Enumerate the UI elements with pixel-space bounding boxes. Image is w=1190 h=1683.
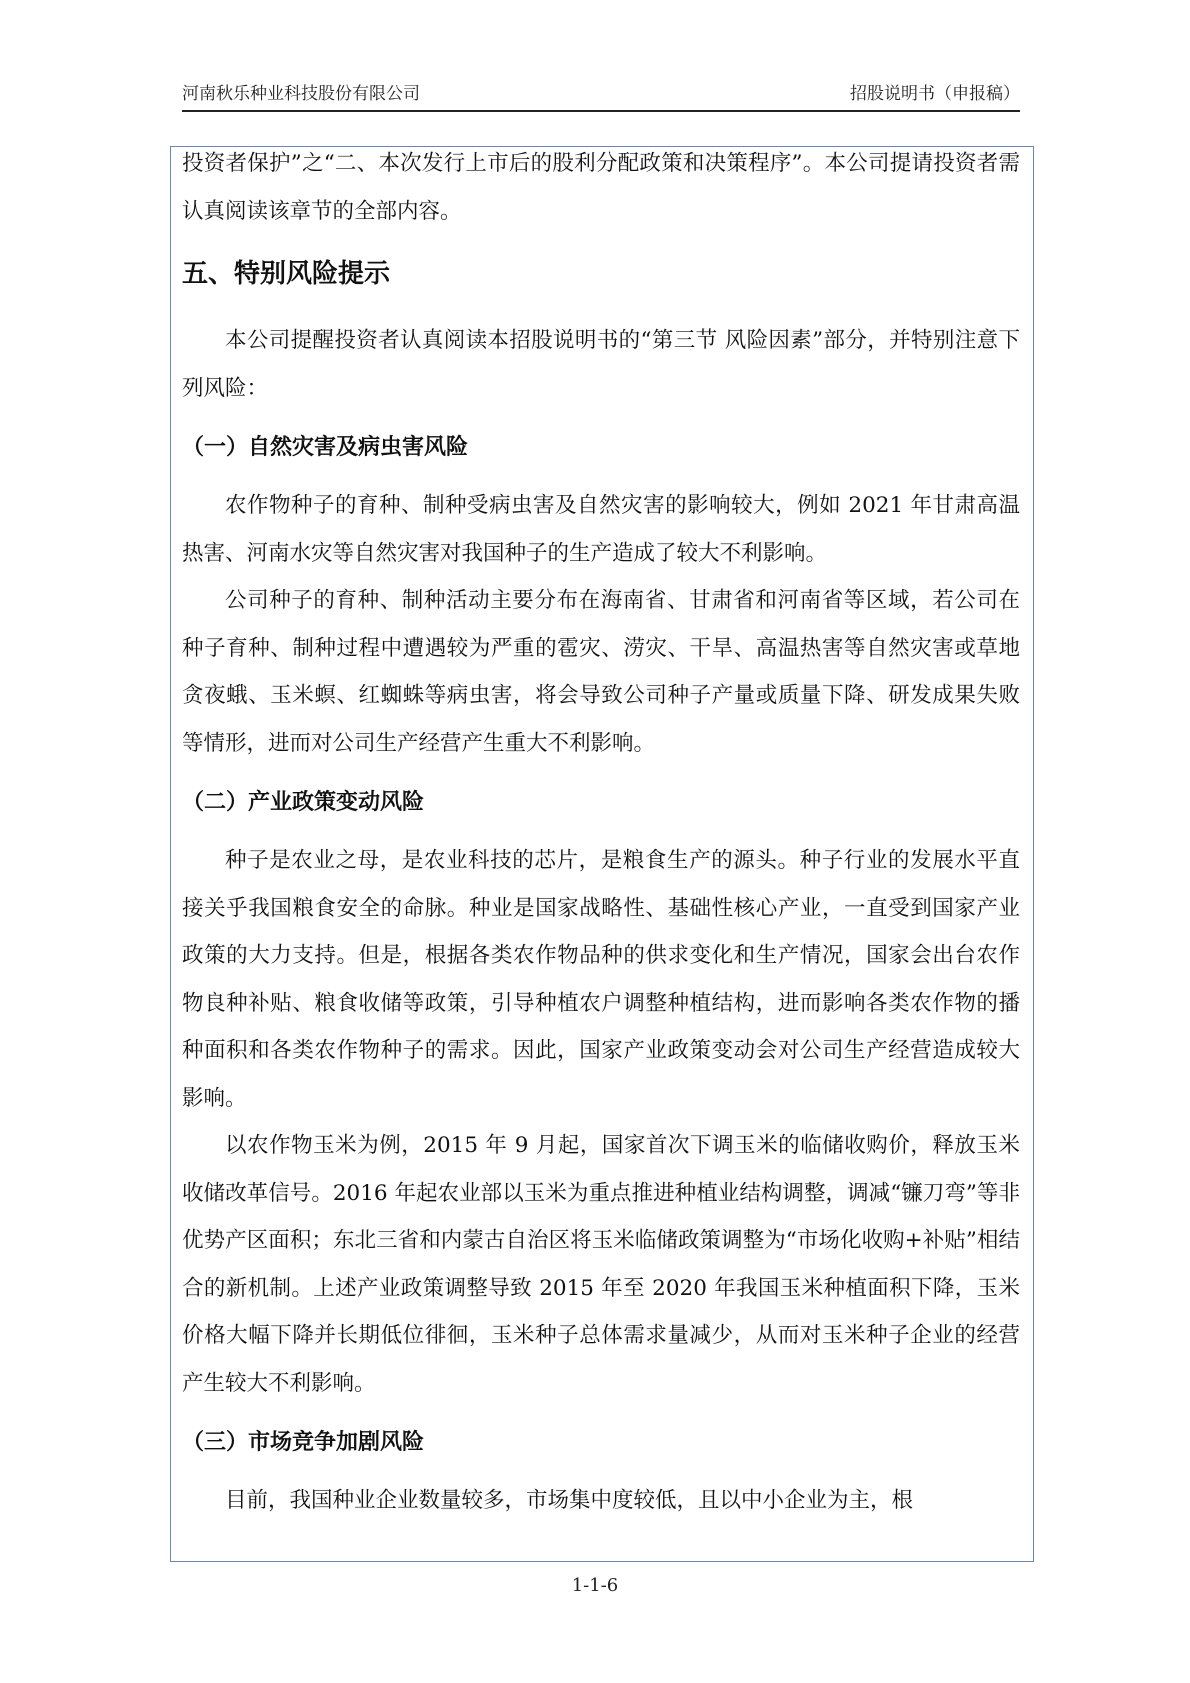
header-doc-title: 招股说明书（申报稿） [850, 84, 1020, 104]
section-title: 五、特别风险提示 [182, 259, 391, 289]
paragraph: 公司种子的育种、制种活动主要分布在海南省、甘肃省和河南省等区域，若公司在种子育种、制种过程中遭遇较为严重的雹灾、涝灾、干旱、高温热害等自然灾害或草地贪夜蛾、玉米螟、红蜘蛛等病虫害，将会导致公司种子产量或质量下降、研发成果失败等情形，进而对公司生产经营产生重大不利影响。 [182, 588, 1020, 756]
document-body [182, 140, 1020, 1525]
paragraph-truncated: 目前，我国种业企业数量较多，市场集中度较低，且以中小企业为主，根 [225, 1488, 914, 1513]
paragraph: 以农作物玉米为例，2015 年 9 月起，国家首次下调玉米的临储收购价，释放玉米收储改革信号。2016 年起农业部以玉米为重点推进种植业结构调整，调减“镰刀弯”等非优势产区面积；东北三省和内蒙古自治区将玉米临储政策调整为“市场化收购+补贴”相结合的新机制。上述产业政策调整导致 2015 年至 2020 年我国玉米种植面积下降，玉米价格大幅下降并长期低位徘徊，玉米种子总体需求量减少，从而对玉米种子企业的经营产生较大不利影响。 [182, 1133, 1020, 1396]
paragraph: 种子是农业之母，是农业科技的芯片，是粮食生产的源头。种子行业的发展水平直接关乎我国粮食安全的命脉。种业是国家战略性、基础性核心产业，一直受到国家产业政策的大力支持。但是，根据各类农作物品种的供求变化和生产情况，国家会出台农作物良种补贴、粮食收储等政策，引导种植农户调整种植结构，进而影响各类农作物的播种面积和各类农作物种子的需求。因此，国家产业政策变动会对公司生产经营造成较大影响。 [182, 848, 1020, 1111]
subsection-title-1: （一）自然灾害及病虫害风险 [182, 434, 469, 460]
subsection-title-2: （二）产业政策变动风险 [182, 789, 425, 815]
subsection-title-3: （三）市场竞争加剧风险 [182, 1429, 425, 1455]
header-company: 河南秋乐种业科技股份有限公司 [182, 84, 420, 104]
page-header [182, 80, 1020, 112]
paragraph: 农作物种子的育种、制种受病虫害及自然灾害的影响较大，例如 2021 年甘肃高温热害、河南水灾等自然灾害对我国种子的生产造成了较大不利影响。 [182, 493, 1020, 566]
paragraph-intro: 本公司提醒投资者认真阅读本招股说明书的“第三节 风险因素”部分，并特别注意下列风险： [182, 328, 1020, 401]
page-number: 1-1-6 [571, 1575, 619, 1596]
paragraph-continued: 投资者保护”之“二、本次发行上市后的股利分配政策和决策程序”。本公司提请投资者需认真阅读该章节的全部内容。 [182, 151, 1020, 224]
